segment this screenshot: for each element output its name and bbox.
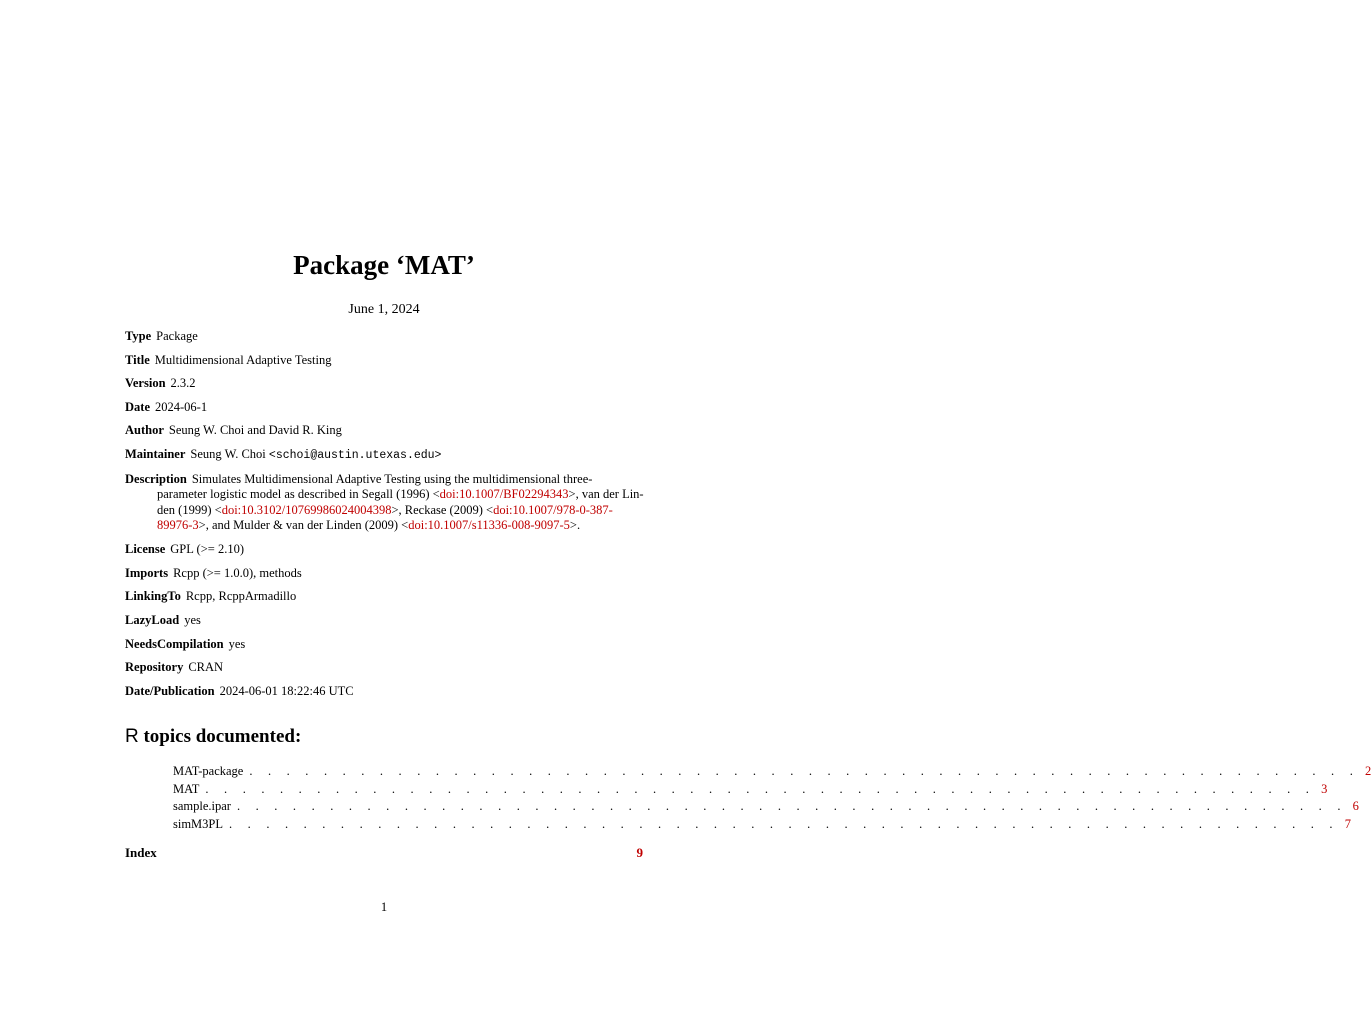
doi-link[interactable]: 89976-3 bbox=[157, 518, 199, 533]
toc-leader-dots: . . . . . . . . . . . . . . . . . . . . . . . . . . . . . . . . . . . . . . . . . . . . . . . . . . . . . . . . . . . . bbox=[229, 816, 1339, 831]
field-key: Version bbox=[125, 376, 166, 391]
field-key: LazyLoad bbox=[125, 612, 180, 627]
description-text: >, Reckase (2009) < bbox=[391, 502, 494, 517]
field-value: GPL (>= 2.10) bbox=[170, 542, 244, 557]
field-value: 2024-06-01 18:22:46 UTC bbox=[219, 683, 354, 698]
topics-heading bbox=[125, 726, 301, 748]
maintainer-name: Seung W. Choi bbox=[190, 446, 266, 461]
field-lazyload bbox=[125, 612, 645, 628]
field-key: Title bbox=[125, 352, 150, 367]
field-key: Date/Publication bbox=[125, 683, 215, 698]
field-value: 2024-06-1 bbox=[155, 399, 208, 414]
doi-link[interactable]: doi:10.1007/BF02294343 bbox=[439, 487, 569, 502]
description-text: Simulates Multidimensional Adaptive Testing using the multidimensional three- bbox=[191, 471, 593, 486]
toc-entry-mat[interactable] bbox=[173, 781, 1328, 800]
toc-entry-name: sample.ipar bbox=[173, 799, 231, 813]
table-of-contents bbox=[173, 764, 1371, 834]
toc-entry-sample-ipar[interactable] bbox=[173, 799, 1359, 817]
toc-leader-dots: . . . . . . . . . . . . . . . . . . . . . . . . . . . . . . . . . . . . . . . . . . . . . . . . . . . . . . . . . . . . bbox=[205, 781, 1316, 796]
description-line bbox=[125, 487, 645, 503]
toc-entry-mat-package[interactable] bbox=[173, 764, 1371, 782]
field-version bbox=[125, 375, 645, 391]
toc-leader-dots: . . . . . . . . . . . . . . . . . . . . . . . . . . . . . . . . . . . . . . . . . . . . . . . . . . . . . . . . . . . . bbox=[236, 799, 1347, 813]
description-line bbox=[125, 472, 645, 488]
field-key: License bbox=[125, 542, 166, 557]
description-line bbox=[125, 503, 645, 519]
field-value: Rcpp, RcppArmadillo bbox=[185, 589, 297, 604]
index-entry[interactable] bbox=[125, 845, 643, 861]
field-date bbox=[125, 399, 645, 415]
field-key: NeedsCompilation bbox=[125, 636, 224, 651]
toc-page-link[interactable]: 2 bbox=[1365, 764, 1371, 778]
field-value: Seung W. Choi and David R. King bbox=[168, 423, 342, 438]
field-key: LinkingTo bbox=[125, 589, 181, 604]
field-title bbox=[125, 352, 645, 368]
description-text: >, and Mulder & van der Linden (2009) < bbox=[198, 518, 409, 533]
package-date: June 1, 2024 bbox=[348, 302, 420, 317]
field-value: Multidimensional Adaptive Testing bbox=[154, 352, 332, 367]
r-letter: R bbox=[125, 726, 139, 747]
page-number: 1 bbox=[380, 900, 388, 914]
field-value: 2.3.2 bbox=[170, 376, 196, 391]
field-description bbox=[125, 472, 645, 534]
index-label: Index bbox=[125, 845, 157, 860]
field-value: yes bbox=[228, 636, 246, 651]
doi-link[interactable]: doi:10.3102/10769986024004398 bbox=[221, 502, 392, 517]
field-maintainer bbox=[125, 446, 645, 464]
toc-leader-dots: . . . . . . . . . . . . . . . . . . . . . . . . . . . . . . . . . . . . . . . . . . . . . . . . . . . . . . . . . . . . bbox=[249, 764, 1360, 778]
description-text: den (1999) < bbox=[157, 502, 222, 517]
toc-entry-name: MAT bbox=[173, 781, 200, 796]
toc-page-link[interactable]: 3 bbox=[1321, 781, 1328, 796]
field-value: yes bbox=[184, 612, 201, 627]
field-repository bbox=[125, 659, 645, 675]
toc-entry-simm3pl[interactable] bbox=[173, 816, 1351, 835]
field-key: Maintainer bbox=[125, 446, 186, 461]
field-key: Author bbox=[125, 423, 164, 438]
field-value: CRAN bbox=[188, 660, 224, 675]
doi-link[interactable]: doi:10.1007/s11336-008-9097-5 bbox=[408, 518, 570, 533]
index-page-link[interactable]: 9 bbox=[636, 845, 643, 860]
maintainer-email: <schoi@austin.utexas.edu> bbox=[268, 448, 442, 462]
field-needscompilation bbox=[125, 636, 645, 652]
field-key: Date bbox=[125, 399, 150, 414]
description-line bbox=[125, 518, 645, 534]
description-text: >, van der Lin- bbox=[568, 487, 644, 502]
field-value: Package bbox=[156, 329, 198, 343]
package-title: Package ‘MAT’ bbox=[293, 250, 475, 280]
toc-entry-name: MAT-package bbox=[173, 764, 244, 778]
field-key: Repository bbox=[125, 660, 184, 675]
field-value: Rcpp (>= 1.0.0), methods bbox=[173, 565, 302, 580]
field-author bbox=[125, 422, 645, 438]
toc-entry-name: simM3PL bbox=[173, 816, 224, 831]
field-key: Imports bbox=[125, 565, 169, 580]
field-license bbox=[125, 541, 645, 557]
field-imports bbox=[125, 565, 645, 581]
field-key: Type bbox=[125, 329, 152, 343]
description-text: >. bbox=[569, 518, 581, 533]
field-key: Description bbox=[125, 471, 187, 486]
toc-page-link[interactable]: 6 bbox=[1352, 799, 1359, 813]
field-date-publication bbox=[125, 683, 645, 699]
doi-link[interactable]: doi:10.1007/978-0-387- bbox=[493, 502, 613, 517]
field-type bbox=[125, 328, 645, 344]
description-text: parameter logistic model as described in Segall (1996) < bbox=[157, 487, 440, 502]
toc-page-link[interactable]: 7 bbox=[1344, 816, 1351, 831]
field-linkingto bbox=[125, 588, 645, 604]
description-fields bbox=[125, 328, 645, 706]
topics-heading-text: topics documented: bbox=[143, 726, 302, 747]
